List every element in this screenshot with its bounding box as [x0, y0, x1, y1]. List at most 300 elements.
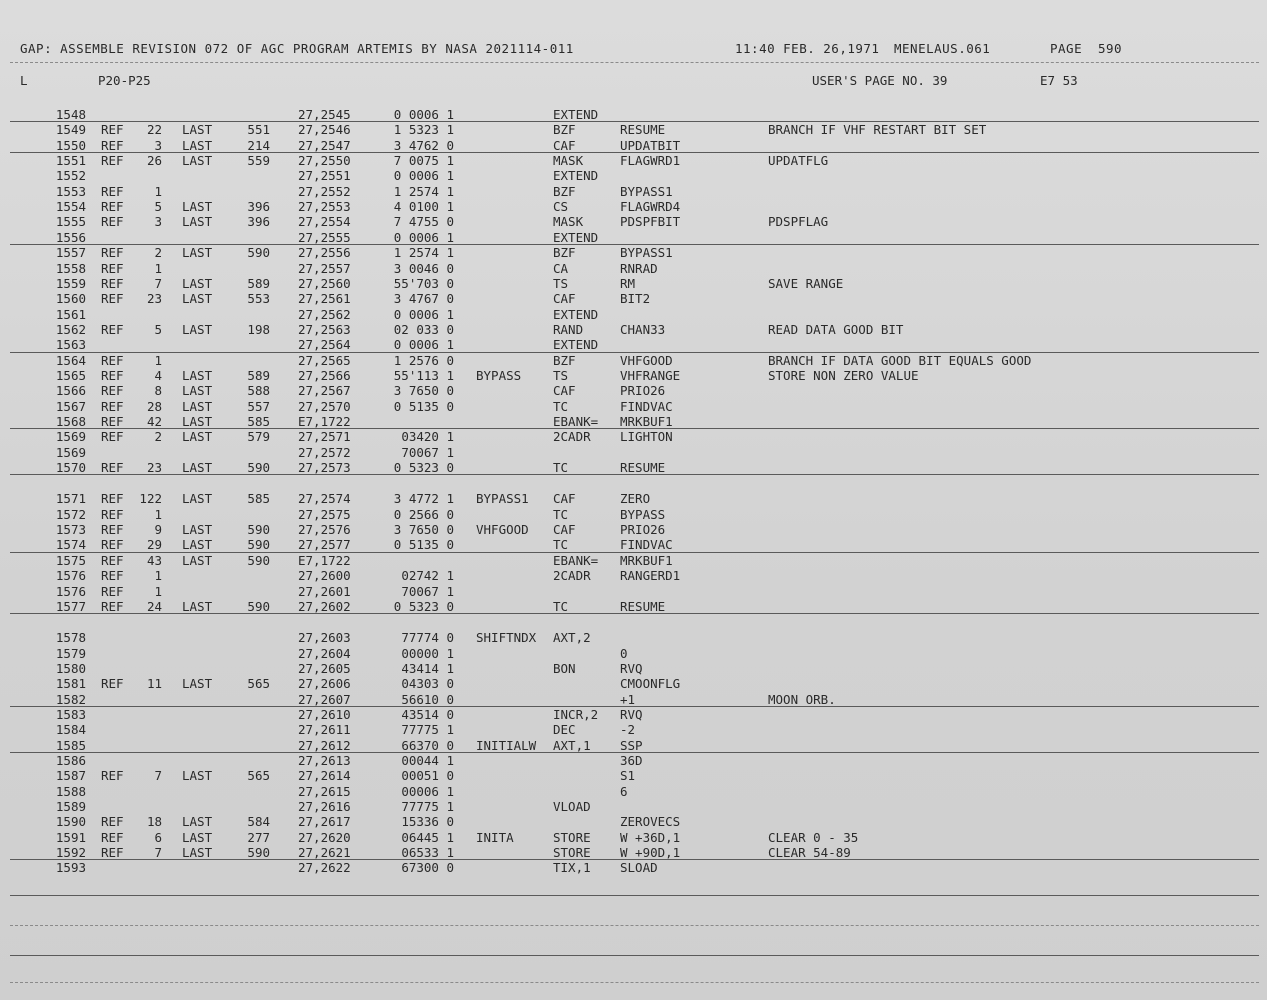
- line-number: 1554: [55, 199, 86, 215]
- ref-keyword: REF: [101, 383, 124, 399]
- address: 27,2562: [298, 306, 351, 322]
- operand: MRKBUF1: [620, 414, 673, 429]
- last-keyword: LAST: [182, 291, 213, 307]
- address: 27,2572: [298, 444, 351, 460]
- machine-code: 3 4772 1: [393, 491, 454, 507]
- table-row: [0, 553, 1267, 568]
- last-keyword: LAST: [182, 552, 213, 568]
- operand: RESUME: [620, 460, 666, 476]
- table-row: [0, 353, 1267, 368]
- table-row: [0, 599, 1267, 614]
- ref-count: 23: [146, 291, 162, 307]
- table-row: [0, 337, 1267, 352]
- opcode: RAND: [553, 321, 584, 337]
- address: 27,2576: [298, 522, 351, 538]
- comment: CLEAR 54-89: [768, 845, 851, 861]
- last-keyword: LAST: [182, 367, 213, 383]
- address: 27,2565: [298, 352, 351, 368]
- comment: UPDATFLG: [768, 153, 829, 169]
- table-row: [0, 738, 1267, 753]
- address: 27,2564: [298, 337, 351, 353]
- ref-keyword: REF: [101, 506, 124, 522]
- operand: BYPASS1: [620, 245, 673, 261]
- last-keyword: LAST: [182, 829, 213, 845]
- machine-code: 70067 1: [401, 583, 454, 599]
- address: 27,2563: [298, 321, 351, 337]
- ref-keyword: REF: [101, 260, 124, 276]
- machine-code: 7 0075 1: [393, 153, 454, 169]
- last-page: 588: [247, 383, 270, 399]
- opcode: 2CADR: [553, 429, 591, 445]
- address: 27,2620: [298, 829, 351, 845]
- address: 27,2566: [298, 367, 351, 383]
- line-number: 1574: [55, 537, 86, 553]
- machine-code: 02 033 0: [393, 321, 454, 337]
- table-row: [0, 692, 1267, 707]
- last-keyword: LAST: [182, 537, 213, 553]
- opcode: TC: [553, 398, 569, 414]
- address: 27,2622: [298, 860, 351, 876]
- machine-code: 0 0006 1: [393, 306, 454, 322]
- source-name: MENELAUS.061: [894, 41, 991, 56]
- operand: RVQ: [620, 706, 643, 722]
- table-row: [0, 399, 1267, 414]
- ref-count: 1: [154, 260, 162, 276]
- last-page: 396: [247, 199, 270, 215]
- opcode: TC: [553, 537, 569, 553]
- opcode: INCR,2: [553, 706, 599, 722]
- opcode: EBANK=: [553, 414, 599, 429]
- machine-code: 3 7650 0: [393, 522, 454, 538]
- table-row: [0, 799, 1267, 814]
- machine-code: 55'703 0: [393, 275, 454, 291]
- line-number: 1566: [55, 383, 86, 399]
- section-label: P20-P25: [98, 73, 151, 88]
- machine-code: 0 5323 0: [393, 460, 454, 476]
- operand: LIGHTON: [620, 429, 673, 445]
- table-row: [0, 122, 1267, 137]
- table-row: [0, 507, 1267, 522]
- machine-code: 3 0046 0: [393, 260, 454, 276]
- last-page: 396: [247, 214, 270, 230]
- comment: PDSPFLAG: [768, 214, 829, 230]
- ref-count: 7: [154, 768, 162, 784]
- label: BYPASS1: [476, 491, 529, 507]
- machine-code: 06445 1: [401, 829, 454, 845]
- last-keyword: LAST: [182, 245, 213, 261]
- label: VHFGOOD: [476, 522, 529, 538]
- operand: BIT2: [620, 291, 651, 307]
- label: BYPASS: [476, 367, 522, 383]
- ref-keyword: REF: [101, 460, 124, 476]
- last-keyword: LAST: [182, 598, 213, 614]
- last-keyword: LAST: [182, 676, 213, 692]
- users-page-label: USER'S PAGE NO. 39: [812, 73, 948, 88]
- table-row: [0, 630, 1267, 645]
- comment: READ DATA GOOD BIT: [768, 321, 904, 337]
- machine-code: 55'113 1: [393, 367, 454, 383]
- operand: CHAN33: [620, 321, 666, 337]
- line-number: 1589: [55, 799, 86, 815]
- ref-keyword: REF: [101, 829, 124, 845]
- machine-code: 43514 0: [401, 706, 454, 722]
- opcode: EXTEND: [553, 107, 599, 122]
- opcode: STORE: [553, 829, 591, 845]
- address: 27,2605: [298, 660, 351, 676]
- table-row: [0, 722, 1267, 737]
- header-divider: [10, 62, 1259, 63]
- table-row: [0, 646, 1267, 661]
- opcode: EXTEND: [553, 306, 599, 322]
- address: 27,2616: [298, 799, 351, 815]
- table-row: [0, 368, 1267, 383]
- last-page: 590: [247, 598, 270, 614]
- operand: FLAGWRD4: [620, 199, 681, 215]
- line-number: 1580: [55, 660, 86, 676]
- ref-count: 3: [154, 214, 162, 230]
- last-page: 590: [247, 522, 270, 538]
- table-row: [0, 753, 1267, 768]
- opcode: MASK: [553, 153, 584, 169]
- operand: MRKBUF1: [620, 552, 673, 568]
- assembly-title: GAP: ASSEMBLE REVISION 072 OF AGC PROGRAM ARTEMIS BY NASA 2021114-011: [20, 41, 574, 56]
- table-row: [0, 491, 1267, 506]
- line-number: 1563: [55, 337, 86, 353]
- line-number: 1576: [55, 583, 86, 599]
- last-keyword: LAST: [182, 199, 213, 215]
- address: 27,2556: [298, 245, 351, 261]
- last-keyword: LAST: [182, 321, 213, 337]
- machine-code: 0 0006 1: [393, 168, 454, 184]
- opcode: CAF: [553, 291, 576, 307]
- ref-keyword: REF: [101, 321, 124, 337]
- operand: ZERO: [620, 491, 651, 507]
- machine-code: 1 5323 1: [393, 122, 454, 138]
- line-number: 1572: [55, 506, 86, 522]
- line-number: 1576: [55, 568, 86, 584]
- operand: PDSPFBIT: [620, 214, 681, 230]
- ref-count: 1: [154, 352, 162, 368]
- ref-count: 8: [154, 383, 162, 399]
- line-number: 1564: [55, 352, 86, 368]
- opcode: BON: [553, 660, 576, 676]
- address: 27,2617: [298, 814, 351, 830]
- operand: 0: [620, 645, 628, 661]
- last-page: 585: [247, 414, 270, 429]
- line-number: 1560: [55, 291, 86, 307]
- ref-keyword: REF: [101, 367, 124, 383]
- opcode: TC: [553, 598, 569, 614]
- line-number: 1592: [55, 845, 86, 861]
- ref-count: 26: [146, 153, 162, 169]
- ref-keyword: REF: [101, 183, 124, 199]
- opcode: EXTEND: [553, 168, 599, 184]
- line-number: 1571: [55, 491, 86, 507]
- ref-keyword: REF: [101, 245, 124, 261]
- line-number: 1556: [55, 229, 86, 245]
- line-number: 1582: [55, 691, 86, 707]
- table-row: [0, 184, 1267, 199]
- opcode: TIX,1: [553, 860, 591, 876]
- ref-count: 7: [154, 275, 162, 291]
- ref-count: 24: [146, 598, 162, 614]
- address: 27,2606: [298, 676, 351, 692]
- address: 27,2601: [298, 583, 351, 599]
- last-keyword: LAST: [182, 398, 213, 414]
- address: 27,2604: [298, 645, 351, 661]
- form-line: [10, 982, 1259, 983]
- opcode: AXT,1: [553, 737, 591, 753]
- opcode: EXTEND: [553, 229, 599, 245]
- line-number: 1558: [55, 260, 86, 276]
- ref-keyword: REF: [101, 429, 124, 445]
- last-keyword: LAST: [182, 275, 213, 291]
- last-page: 565: [247, 676, 270, 692]
- machine-code: 3 4762 0: [393, 137, 454, 153]
- last-keyword: LAST: [182, 845, 213, 861]
- ref-count: 1: [154, 568, 162, 584]
- form-line: [10, 955, 1259, 956]
- address: 27,2607: [298, 691, 351, 707]
- line-number: 1577: [55, 598, 86, 614]
- table-row: [0, 168, 1267, 183]
- ref-keyword: REF: [101, 398, 124, 414]
- last-keyword: LAST: [182, 383, 213, 399]
- line-number: 1585: [55, 737, 86, 753]
- ref-keyword: REF: [101, 583, 124, 599]
- ref-count: 1: [154, 583, 162, 599]
- timestamp: 11:40 FEB. 26,1971: [735, 41, 880, 56]
- last-page: 585: [247, 491, 270, 507]
- operand: VHFGOOD: [620, 352, 673, 368]
- table-row: [0, 845, 1267, 860]
- machine-code: 4 0100 1: [393, 199, 454, 215]
- machine-code: 0 5323 0: [393, 598, 454, 614]
- address: 27,2547: [298, 137, 351, 153]
- machine-code: 66370 0: [401, 737, 454, 753]
- address: 27,2612: [298, 737, 351, 753]
- table-row: [0, 537, 1267, 552]
- last-page: 198: [247, 321, 270, 337]
- table-row: [0, 153, 1267, 168]
- opcode: CAF: [553, 137, 576, 153]
- line-number: 1588: [55, 783, 86, 799]
- ref-keyword: REF: [101, 552, 124, 568]
- machine-code: 00006 1: [401, 783, 454, 799]
- operand: SLOAD: [620, 860, 658, 876]
- machine-code: 1 2574 1: [393, 183, 454, 199]
- address: 27,2570: [298, 398, 351, 414]
- line-number: 1573: [55, 522, 86, 538]
- opcode: EBANK=: [553, 552, 599, 568]
- table-row: [0, 245, 1267, 260]
- operand: VHFRANGE: [620, 367, 681, 383]
- last-page: 589: [247, 275, 270, 291]
- table-row: [0, 460, 1267, 475]
- opcode: VLOAD: [553, 799, 591, 815]
- table-row: [0, 768, 1267, 783]
- last-page: 590: [247, 845, 270, 861]
- ref-keyword: REF: [101, 537, 124, 553]
- address: 27,2571: [298, 429, 351, 445]
- ref-count: 11: [146, 676, 162, 692]
- line-number: 1553: [55, 183, 86, 199]
- operand: RNRAD: [620, 260, 658, 276]
- machine-code: 00044 1: [401, 753, 454, 768]
- comment: BRANCH IF VHF RESTART BIT SET: [768, 122, 987, 138]
- machine-code: 3 7650 0: [393, 383, 454, 399]
- line-number: 1549: [55, 122, 86, 138]
- address: E7,1722: [298, 414, 351, 429]
- opcode: BZF: [553, 183, 576, 199]
- ref-keyword: REF: [101, 352, 124, 368]
- opcode: BZF: [553, 352, 576, 368]
- opcode: CAF: [553, 383, 576, 399]
- comment: STORE NON ZERO VALUE: [768, 367, 919, 383]
- machine-code: 1 2576 0: [393, 352, 454, 368]
- table-row: [0, 429, 1267, 444]
- address: 27,2600: [298, 568, 351, 584]
- opcode: TS: [553, 275, 569, 291]
- ref-keyword: REF: [101, 814, 124, 830]
- ref-count: 1: [154, 183, 162, 199]
- line-number: 1559: [55, 275, 86, 291]
- last-page: 559: [247, 153, 270, 169]
- address: 27,2614: [298, 768, 351, 784]
- comment: CLEAR 0 - 35: [768, 829, 859, 845]
- last-page: 590: [247, 537, 270, 553]
- operand: UPDATBIT: [620, 137, 681, 153]
- last-keyword: LAST: [182, 137, 213, 153]
- address: 27,2574: [298, 491, 351, 507]
- last-page: 584: [247, 814, 270, 830]
- table-row: [0, 522, 1267, 537]
- ref-keyword: REF: [101, 275, 124, 291]
- ref-count: 22: [146, 122, 162, 138]
- machine-code: 0 0006 1: [393, 337, 454, 353]
- operand: -2: [620, 722, 636, 738]
- opcode: CAF: [553, 491, 576, 507]
- address: 27,2567: [298, 383, 351, 399]
- ref-count: 2: [154, 245, 162, 261]
- address: 27,2575: [298, 506, 351, 522]
- ref-count: 6: [154, 829, 162, 845]
- machine-code: 00051 0: [401, 768, 454, 784]
- machine-code: 0 2566 0: [393, 506, 454, 522]
- comment: SAVE RANGE: [768, 275, 844, 291]
- opcode: 2CADR: [553, 568, 591, 584]
- address: 27,2615: [298, 783, 351, 799]
- table-row: [0, 138, 1267, 153]
- operand: PRIO26: [620, 522, 666, 538]
- operand: FINDVAC: [620, 398, 673, 414]
- line-number: 1561: [55, 306, 86, 322]
- ref-count: 1: [154, 506, 162, 522]
- opcode: DEC: [553, 722, 576, 738]
- table-row: [0, 291, 1267, 306]
- ref-count: 43: [146, 552, 162, 568]
- table-row: [0, 230, 1267, 245]
- address: 27,2551: [298, 168, 351, 184]
- machine-code: 00000 1: [401, 645, 454, 661]
- table-row: [0, 707, 1267, 722]
- machine-code: 77774 0: [401, 630, 454, 646]
- listing-mark: L: [20, 73, 28, 88]
- machine-code: 77775 1: [401, 722, 454, 738]
- machine-code: 43414 1: [401, 660, 454, 676]
- machine-code: 0 0006 1: [393, 229, 454, 245]
- ref-keyword: REF: [101, 414, 124, 429]
- ref-count: 3: [154, 137, 162, 153]
- page-label: PAGE: [1050, 41, 1083, 56]
- operand: BYPASS: [620, 506, 666, 522]
- last-page: 553: [247, 291, 270, 307]
- line-number: 1581: [55, 676, 86, 692]
- operand: S1: [620, 768, 636, 784]
- operand: W +36D,1: [620, 829, 681, 845]
- line-number: 1569: [55, 444, 86, 460]
- operand: RESUME: [620, 598, 666, 614]
- line-number: 1567: [55, 398, 86, 414]
- table-row: [0, 584, 1267, 599]
- opcode: CA: [553, 260, 569, 276]
- line-number: 1568: [55, 414, 86, 429]
- operand: ZEROVECS: [620, 814, 681, 830]
- machine-code: 06533 1: [401, 845, 454, 861]
- comment: MOON ORB.: [768, 691, 836, 707]
- line-number: 1551: [55, 153, 86, 169]
- line-number: 1569: [55, 429, 86, 445]
- last-keyword: LAST: [182, 153, 213, 169]
- address: 27,2553: [298, 199, 351, 215]
- label: SHIFTNDX: [476, 630, 537, 646]
- operand: SSP: [620, 737, 643, 753]
- operand: 36D: [620, 753, 643, 768]
- machine-code: 3 4767 0: [393, 291, 454, 307]
- line-number: 1575: [55, 552, 86, 568]
- table-row: [0, 676, 1267, 691]
- page-number: 590: [1098, 41, 1123, 56]
- ref-count: 23: [146, 460, 162, 476]
- opcode: BZF: [553, 122, 576, 138]
- ref-keyword: REF: [101, 291, 124, 307]
- last-keyword: LAST: [182, 491, 213, 507]
- machine-code: 0 5135 0: [393, 537, 454, 553]
- label: INITA: [476, 829, 514, 845]
- line-number: 1593: [55, 860, 86, 876]
- opcode: MASK: [553, 214, 584, 230]
- line-number: 1562: [55, 321, 86, 337]
- last-page: 590: [247, 460, 270, 476]
- address: 27,2557: [298, 260, 351, 276]
- table-row: [0, 261, 1267, 276]
- comment: BRANCH IF DATA GOOD BIT EQUALS GOOD: [768, 352, 1032, 368]
- operand: PRIO26: [620, 383, 666, 399]
- line-number: 1570: [55, 460, 86, 476]
- line-number: 1590: [55, 814, 86, 830]
- table-row: [0, 276, 1267, 291]
- line-number: 1591: [55, 829, 86, 845]
- line-number: 1579: [55, 645, 86, 661]
- machine-code: 02742 1: [401, 568, 454, 584]
- form-line: [10, 895, 1259, 896]
- last-keyword: LAST: [182, 814, 213, 830]
- last-keyword: LAST: [182, 122, 213, 138]
- line-number: 1587: [55, 768, 86, 784]
- address: 27,2545: [298, 107, 351, 122]
- line-number: 1565: [55, 367, 86, 383]
- operand: RVQ: [620, 660, 643, 676]
